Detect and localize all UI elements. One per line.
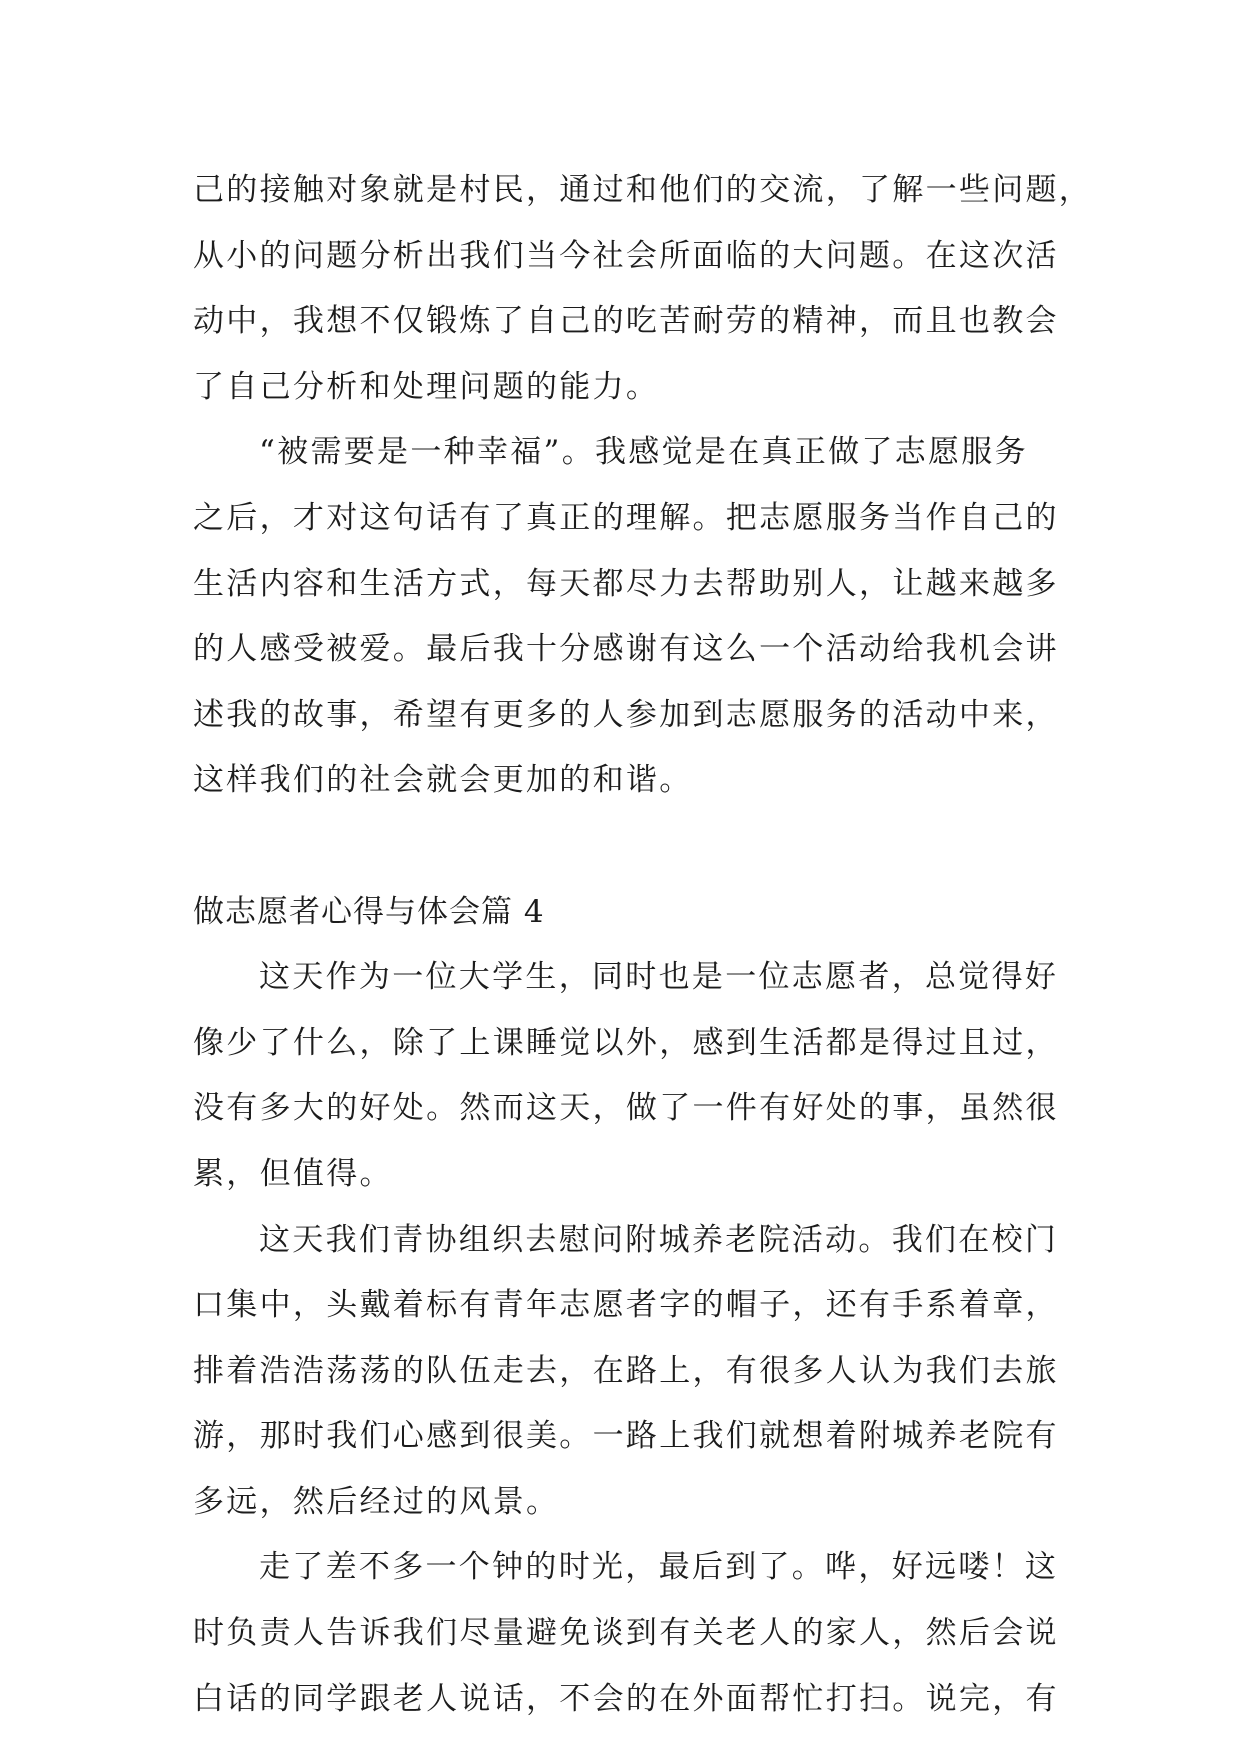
paragraph-happiness [193,420,1073,814]
text-line: 白话的同学跟老人说话，不会的在外面帮忙打扫。说完，有 [193,1680,1059,1717]
text-line: 游，那时我们心感到很美。一路上我们就想着附城养老院有 [193,1418,1059,1455]
text-line: 口集中，头戴着标有青年志愿者字的帽子，还有手系着章， [193,1287,1059,1324]
paragraph-gap [193,814,1073,880]
text-line: 从小的问题分析出我们当今社会所面临的大问题。在这次活 [193,237,1059,274]
text-line: 没有多大的好处。然而这天，做了一件有好处的事，虽然很 [193,1090,1059,1127]
text-line: 走了差不多一个钟的时光，最后到了。哗，好远喽！这 [259,1549,1059,1586]
text-line: 的人感受被爱。最后我十分感谢有这么一个活动给我机会讲 [193,631,1059,668]
text-line: 这天我们青协组织去慰问附城养老院活动。我们在校门 [259,1221,1059,1258]
text-line: 累，但值得。 [193,1155,393,1192]
text-column [193,158,1093,1732]
text-line: 多远，然后经过的风景。 [193,1483,560,1520]
text-line: 像少了什么，除了上课睡觉以外，感到生活都是得过且过， [193,1024,1059,1061]
paragraph-arrival [193,1535,1073,1732]
text-line: 时负责人告诉我们尽量避免谈到有关老人的家人，然后会说 [193,1615,1059,1652]
paragraph-visit [193,1208,1073,1536]
text-line: 之后，才对这句话有了真正的理解。把志愿服务当作自己的 [193,499,1059,536]
text-line: 这样我们的社会就会更加的和谐。 [193,762,693,799]
paragraph-continuation [193,158,1093,420]
section-heading: 做志愿者心得与体会篇 4 [193,893,545,930]
text-line: 己的接触对象就是村民，通过和他们的交流，了解一些问题， [193,172,1093,208]
text-line: 生活内容和生活方式，每天都尽力去帮助别人，让越来越多 [193,565,1059,602]
text-line: 这天作为一位大学生，同时也是一位志愿者，总觉得好 [259,959,1059,996]
text-line: 述我的故事，希望有更多的人参加到志愿服务的活动中来， [193,696,1059,733]
text-line: “被需要是一种幸福”。我感觉是在真正做了志愿服务 [259,434,1028,471]
paragraph-student [193,945,1073,1207]
text-line: 了自己分析和处理问题的能力。 [193,368,660,405]
text-line: 排着浩浩荡荡的队伍走去，在路上，有很多人认为我们去旅 [193,1352,1059,1389]
text-line: 动中，我想不仅锻炼了自己的吃苦耐劳的精神，而且也教会 [193,303,1059,340]
